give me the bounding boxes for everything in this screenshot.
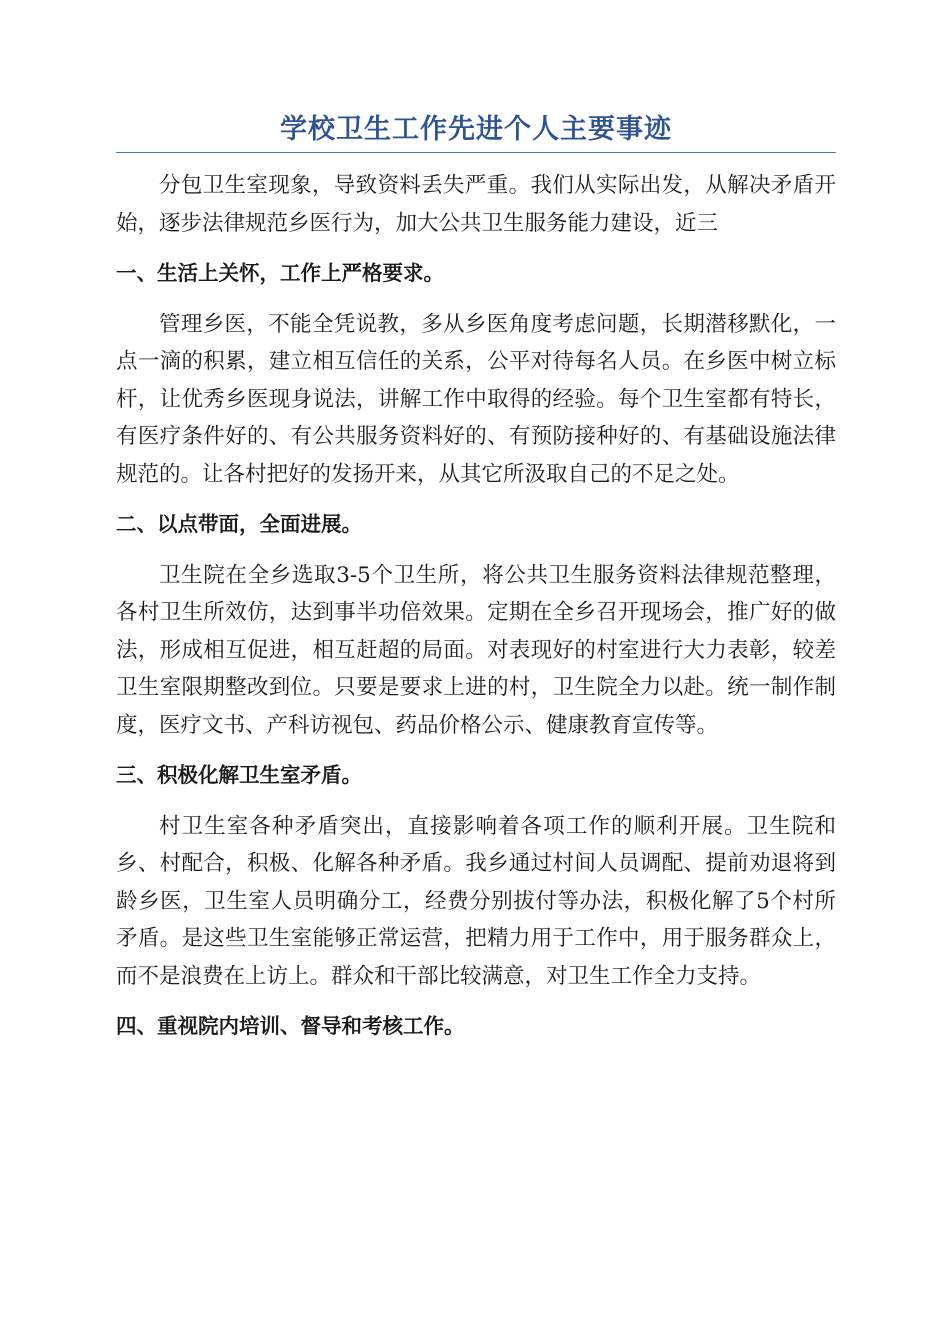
intro-paragraph: 分包卫生室现象，导致资料丢失严重。我们从实际出发，从解决矛盾开始，逐步法律规范乡医行为，加大公共卫生服务能力建设，近三 [116,173,836,236]
section-heading-1: 一、生活上关怀，工作上严格要求。 [116,261,444,285]
section-heading-3: 三、积极化解卫生室矛盾。 [116,763,362,787]
document-title: 学校卫生工作先进个人主要事迹 [280,114,672,145]
section-body-1: 管理乡医，不能全凭说教，多从乡医角度考虑问题，长期潜移默化，一点一滴的积累，建立相互信任的关系，公平对待每名人员。在乡医中树立标杆，让优秀乡医现身说法，讲解工作中取得的经验。每个卫生室都有特长，有医疗条件好的、有公共服务资料好的、有预防接种好的、有基础设施法律规范的。让各村把好的发扬开来，从其它所汲取自己的不足之处。 [116,311,836,487]
section-heading-2: 二、以点带面，全面进展。 [116,512,362,536]
document-page [116,110,836,1059]
section-body-3: 村卫生室各种矛盾突出，直接影响着各项工作的顺利开展。卫生院和乡、村配合，积极、化解各种矛盾。我乡通过村间人员调配、提前劝退将到龄乡医，卫生室人员明确分工，经费分别拔付等办法，积极化解了5个村所矛盾。是这些卫生室能够正常运营，把精力用于工作中，用于服务群众上，而不是浪费在上访上。群众和干部比较满意，对卫生工作全力支持。 [116,813,836,989]
title-underline [116,152,836,153]
section-body-2: 卫生院在全乡选取3-5个卫生所，将公共卫生服务资料法律规范整理，各村卫生所效仿，达到事半功倍效果。定期在全乡召开现场会，推广好的做法，形成相互促进，相互赶超的局面。对表现好的村室进行大力表彰，较差卫生室限期整改到位。只要是要求上进的村，卫生院全力以赴。统一制作制度，医疗文书、产科访视包、药品价格公示、健康教育宣传等。 [116,562,836,738]
section-heading-4: 四、重视院内培训、督导和考核工作。 [116,1014,465,1038]
